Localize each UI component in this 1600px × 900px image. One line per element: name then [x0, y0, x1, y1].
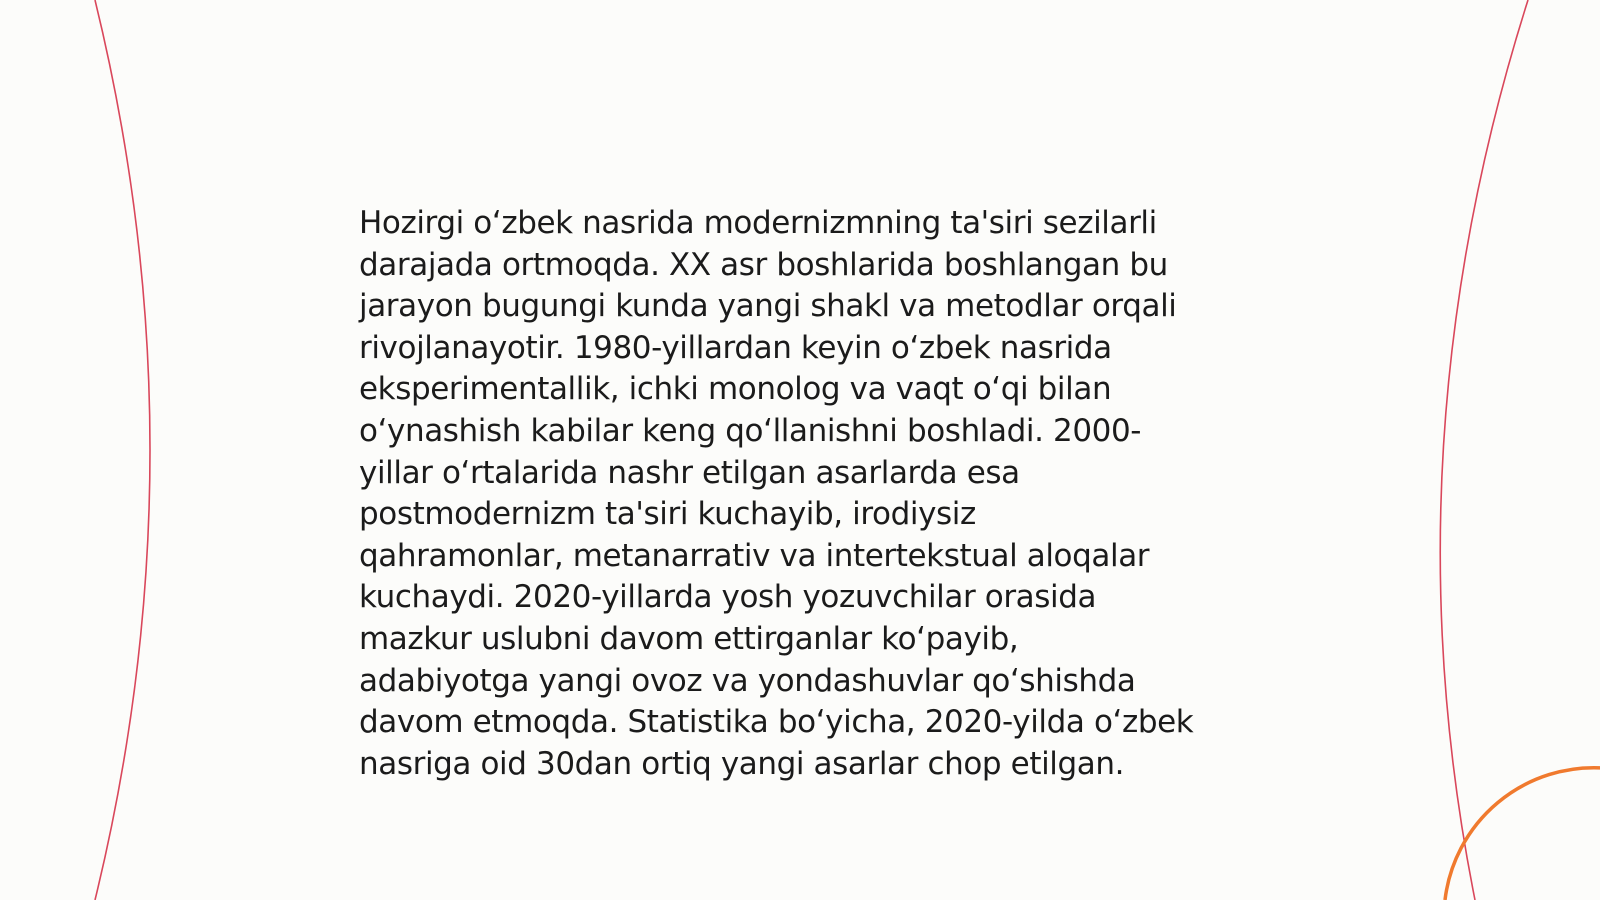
paragraph-line: jarayon bugungi kunda yangi shakl va metodlar orqali: [359, 288, 1177, 325]
paragraph-line: yillar o‘rtalarida nashr etilgan asarlarda esa: [359, 454, 1020, 491]
paragraph-line: postmodernizm ta'siri kuchayib, irodiysiz: [359, 496, 976, 533]
paragraph-line: adabiyotga yangi ovoz va yondashuvlar qo‘shishda: [359, 662, 1136, 699]
left-arc-line: [95, 0, 150, 900]
paragraph-line: qahramonlar, metanarrativ va intertekstual aloqalar: [359, 537, 1150, 574]
paragraph-line: kuchaydi. 2020-yillarda yosh yozuvchilar orasida: [359, 579, 1097, 616]
body-paragraph: [359, 203, 1259, 785]
paragraph-line: davom etmoqda. Statistika bo‘yicha, 2020-yilda o‘zbek: [359, 704, 1194, 741]
paragraph-line: mazkur uslubni davom ettirganlar ko‘payib,: [359, 620, 1019, 657]
paragraph-line: rivojlanayotir. 1980-yillardan keyin o‘zbek nasrida: [359, 329, 1112, 366]
paragraph-line: darajada ortmoqda. XX asr boshlarida boshlangan bu: [359, 246, 1168, 283]
paragraph-line: eksperimentallik, ichki monolog va vaqt o‘qi bilan: [359, 371, 1112, 408]
paragraph-line: Hozirgi o‘zbek nasrida modernizmning ta'siri sezilarli: [359, 205, 1157, 241]
orange-circle-arc: [1445, 768, 1600, 900]
right-arc-line: [1440, 0, 1528, 900]
paragraph-line: nasriga oid 30dan ortiq yangi asarlar chop etilgan.: [359, 745, 1125, 782]
paragraph-line: o‘ynashish kabilar keng qo‘llanishni boshladi. 2000-: [359, 412, 1142, 449]
